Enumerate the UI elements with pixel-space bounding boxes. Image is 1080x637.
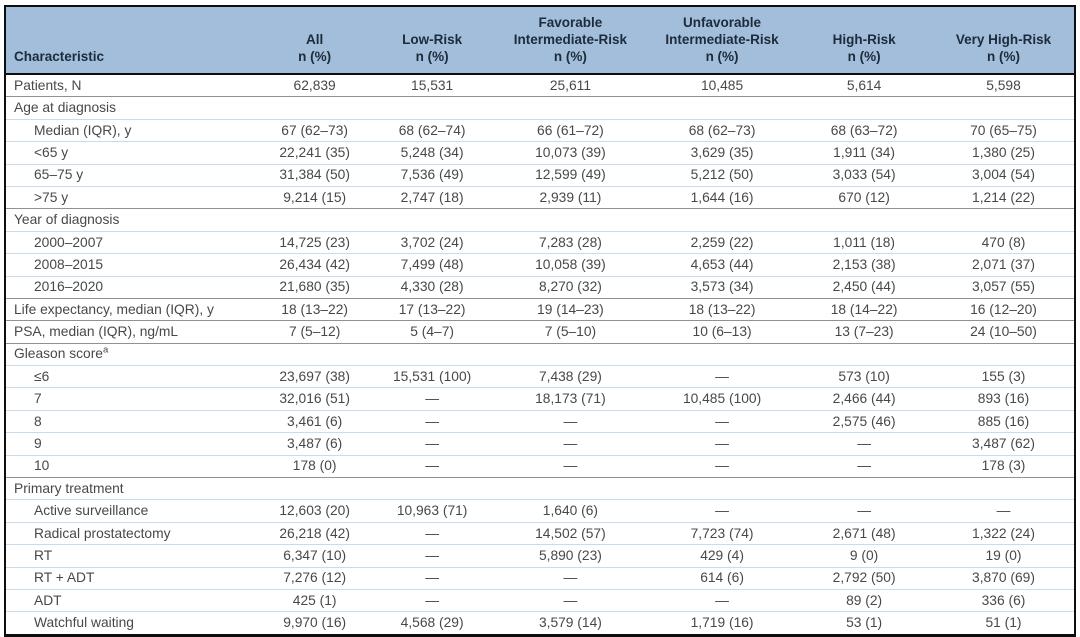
value-cell: 18 (13–22) — [257, 298, 372, 320]
column-sublabel: n (%) — [415, 49, 449, 64]
value-cell: 22,241 (35) — [257, 142, 372, 164]
value-cell: — — [492, 589, 649, 611]
value-cell: — — [372, 455, 492, 477]
table-row — [6, 500, 1074, 522]
value-cell: 23,697 (38) — [257, 366, 372, 388]
value-cell: 9,970 (16) — [257, 612, 372, 634]
table-row — [6, 589, 1074, 611]
value-cell: 7,536 (49) — [372, 164, 492, 186]
section-row — [6, 209, 1074, 231]
value-cell: 2,259 (22) — [649, 231, 795, 253]
column-header — [372, 7, 492, 74]
column-header — [795, 7, 933, 74]
value-cell: — — [795, 500, 933, 522]
value-cell: 7 (5–12) — [257, 321, 372, 343]
value-cell: 1,380 (25) — [933, 142, 1074, 164]
column-sublabel: n (%) — [553, 49, 587, 64]
row-label-cell: RT — [6, 545, 257, 567]
characteristics-table-frame — [4, 5, 1076, 637]
value-cell: 15,531 — [411, 77, 454, 93]
row-label-cell: ≤6 — [6, 366, 257, 388]
table-row — [6, 186, 1074, 208]
value-cell: 67 (62–73) — [257, 119, 372, 141]
value-cell: 3,573 (34) — [649, 276, 795, 298]
row-label-cell: 7 — [6, 388, 257, 410]
value-cell: 68 (62–73) — [649, 119, 795, 141]
patient-characteristics-table — [6, 7, 1074, 634]
row-label-cell: Gleason score$^a$ — [6, 343, 1074, 365]
value-cell: 3,487 (62) — [933, 433, 1074, 455]
value-cell: 10,073 (39) — [492, 142, 649, 164]
value-cell: 1,214 (22) — [933, 186, 1074, 208]
value-cell: 10,058 (39) — [492, 254, 649, 276]
value-cell: 53 (1) — [795, 612, 933, 634]
row-label-cell: 2000–2007 — [6, 231, 257, 253]
value-cell: 62,839 — [293, 77, 336, 93]
column-label: High-Risk — [832, 32, 896, 47]
row-label-cell: 8 — [6, 410, 257, 432]
value-cell: — — [649, 455, 795, 477]
value-cell: 21,680 (35) — [257, 276, 372, 298]
column-header-characteristic — [6, 7, 257, 74]
value-cell: — — [372, 567, 492, 589]
value-cell: 25,611 — [549, 77, 591, 93]
value-cell: — — [372, 545, 492, 567]
value-cell: 670 (12) — [795, 186, 933, 208]
table-row — [6, 74, 1074, 97]
value-cell: — — [492, 433, 649, 455]
value-cell: 68 (62–74) — [372, 119, 492, 141]
row-label-cell: Median (IQR), y — [6, 119, 257, 141]
section-row — [6, 343, 1074, 365]
value-cell: 425 (1) — [257, 589, 372, 611]
column-sublabel: n (%) — [847, 49, 881, 64]
value-cell: — — [649, 500, 795, 522]
value-cell: 155 (3) — [933, 366, 1074, 388]
value-cell: 3,870 (69) — [933, 567, 1074, 589]
value-cell: 336 (6) — [933, 589, 1074, 611]
value-cell: 178 (0) — [257, 455, 372, 477]
value-cell: 13 (7–23) — [795, 321, 933, 343]
value-cell: — — [372, 433, 492, 455]
value-cell: — — [795, 433, 933, 455]
table-row — [6, 366, 1074, 388]
column-label: Very High-Risk — [955, 32, 1052, 47]
value-cell: 885 (16) — [933, 410, 1074, 432]
value-cell: 3,057 (55) — [933, 276, 1074, 298]
value-cell: 573 (10) — [795, 366, 933, 388]
value-cell: 7,438 (29) — [492, 366, 649, 388]
table-row — [6, 545, 1074, 567]
value-cell: 32,016 (51) — [257, 388, 372, 410]
table-row — [6, 276, 1074, 298]
value-cell: 2,575 (46) — [795, 410, 933, 432]
table-row — [6, 567, 1074, 589]
row-label-cell: Watchful waiting — [6, 612, 257, 634]
value-cell: 3,702 (24) — [372, 231, 492, 253]
value-cell: 15,531 (100) — [372, 366, 492, 388]
row-label-cell: 2016–2020 — [6, 276, 257, 298]
value-cell: 5,614 — [846, 77, 882, 93]
value-cell: 12,603 (20) — [257, 500, 372, 522]
row-label-cell: >75 y — [6, 186, 257, 208]
value-cell: — — [933, 500, 1074, 522]
column-sublabel: n (%) — [705, 49, 739, 64]
table-row — [6, 254, 1074, 276]
row-label-cell: Age at diagnosis — [6, 97, 1074, 119]
value-cell: — — [372, 388, 492, 410]
row-label-cell: Radical prostatectomy — [6, 522, 257, 544]
value-cell: 2,153 (38) — [795, 254, 933, 276]
value-cell: 7,276 (12) — [257, 567, 372, 589]
section-row — [6, 97, 1074, 119]
value-cell: 2,939 (11) — [492, 186, 649, 208]
row-label-cell: PSA, median (IQR), ng/mL — [6, 321, 257, 343]
value-cell: 614 (6) — [649, 567, 795, 589]
header-row — [6, 7, 1074, 74]
value-cell: — — [649, 589, 795, 611]
value-cell: 10,963 (71) — [372, 500, 492, 522]
value-cell: 2,792 (50) — [795, 567, 933, 589]
value-cell: 18 (13–22) — [649, 298, 795, 320]
value-cell: 3,033 (54) — [795, 164, 933, 186]
value-cell: 5,890 (23) — [492, 545, 649, 567]
column-label: Favorable Intermediate-Risk — [513, 15, 628, 47]
column-sublabel: n (%) — [986, 49, 1020, 64]
value-cell: 26,434 (42) — [257, 254, 372, 276]
value-cell: 2,071 (37) — [933, 254, 1074, 276]
value-cell: 19 (0) — [933, 545, 1074, 567]
table-row — [6, 522, 1074, 544]
row-label-cell: 9 — [6, 433, 257, 455]
value-cell: 19 (14–23) — [492, 298, 649, 320]
value-cell: 4,568 (29) — [372, 612, 492, 634]
column-label: Unfavorable Intermediate-Risk — [665, 15, 779, 47]
row-label-cell: Life expectancy, median (IQR), y — [6, 298, 257, 320]
row-label-cell: Patients, N — [14, 77, 82, 93]
value-cell: 2,450 (44) — [795, 276, 933, 298]
value-cell: 9,214 (15) — [257, 186, 372, 208]
value-cell: 10,485 — [700, 77, 744, 93]
value-cell: 1,640 (6) — [492, 500, 649, 522]
value-cell: 5,598 — [986, 77, 1021, 93]
value-cell: 16 (12–20) — [933, 298, 1074, 320]
value-cell: — — [492, 567, 649, 589]
value-cell: 3,487 (6) — [257, 433, 372, 455]
row-label-cell: Active surveillance — [6, 500, 257, 522]
value-cell: 51 (1) — [933, 612, 1074, 634]
section-row — [6, 478, 1074, 500]
table-header — [6, 7, 1074, 74]
row-label-cell: Primary treatment — [6, 478, 1074, 500]
value-cell: 10,485 (100) — [649, 388, 795, 410]
value-cell: 3,461 (6) — [257, 410, 372, 432]
column-label: Low-Risk — [402, 32, 463, 47]
column-header — [933, 7, 1074, 74]
column-header — [649, 7, 795, 74]
value-cell: — — [492, 410, 649, 432]
value-cell: 18,173 (71) — [492, 388, 649, 410]
value-cell: — — [649, 410, 795, 432]
value-cell: 8,270 (32) — [492, 276, 649, 298]
table-row — [6, 433, 1074, 455]
value-cell: — — [372, 589, 492, 611]
value-cell: 1,011 (18) — [795, 231, 933, 253]
value-cell: — — [492, 455, 649, 477]
value-cell: 9 (0) — [795, 545, 933, 567]
value-cell: 14,725 (23) — [257, 231, 372, 253]
value-cell: 4,653 (44) — [649, 254, 795, 276]
table-row — [6, 321, 1074, 343]
table-row — [6, 164, 1074, 186]
value-cell: 89 (2) — [795, 589, 933, 611]
row-label-cell: <65 y — [6, 142, 257, 164]
row-label-cell: 65–75 y — [6, 164, 257, 186]
table-row — [6, 612, 1074, 634]
value-cell: — — [795, 455, 933, 477]
value-cell: — — [372, 522, 492, 544]
value-cell: 10 (6–13) — [649, 321, 795, 343]
column-label: Characteristic — [14, 49, 105, 64]
value-cell: 2,671 (48) — [795, 522, 933, 544]
value-cell: 7,723 (74) — [649, 522, 795, 544]
column-label: All — [306, 32, 324, 47]
column-header — [492, 7, 649, 74]
value-cell: 26,218 (42) — [257, 522, 372, 544]
table-row — [6, 142, 1074, 164]
value-cell: 66 (61–72) — [492, 119, 649, 141]
value-cell: 14,502 (57) — [492, 522, 649, 544]
value-cell: 24 (10–50) — [933, 321, 1074, 343]
value-cell: 5 (4–7) — [372, 321, 492, 343]
row-label-cell: Year of diagnosis — [6, 209, 1074, 231]
value-cell: 12,599 (49) — [492, 164, 649, 186]
footnote-marker: a — [102, 344, 109, 356]
value-cell: 68 (63–72) — [795, 119, 933, 141]
row-label-cell: 2008–2015 — [6, 254, 257, 276]
value-cell: 1,644 (16) — [649, 186, 795, 208]
value-cell: 3,579 (14) — [492, 612, 649, 634]
table-row — [6, 231, 1074, 253]
value-cell: 18 (14–22) — [795, 298, 933, 320]
value-cell: 470 (8) — [933, 231, 1074, 253]
table-row — [6, 119, 1074, 141]
value-cell: — — [372, 410, 492, 432]
table-row — [6, 298, 1074, 320]
value-cell: — — [649, 433, 795, 455]
column-sublabel: n (%) — [298, 49, 332, 64]
value-cell: 1,322 (24) — [933, 522, 1074, 544]
value-cell: 5,212 (50) — [649, 164, 795, 186]
value-cell: 3,629 (35) — [649, 142, 795, 164]
row-label-cell: RT + ADT — [6, 567, 257, 589]
table-body — [6, 74, 1074, 634]
value-cell: 31,384 (50) — [257, 164, 372, 186]
column-header — [257, 7, 372, 74]
value-cell: 4,330 (28) — [372, 276, 492, 298]
value-cell: 7,283 (28) — [492, 231, 649, 253]
value-cell: 2,466 (44) — [795, 388, 933, 410]
value-cell: 1,911 (34) — [795, 142, 933, 164]
value-cell: 1,719 (16) — [649, 612, 795, 634]
value-cell: 5,248 (34) — [372, 142, 492, 164]
value-cell: 17 (13–22) — [372, 298, 492, 320]
value-cell: 3,004 (54) — [933, 164, 1074, 186]
row-label-cell: 10 — [6, 455, 257, 477]
value-cell: 7,499 (48) — [372, 254, 492, 276]
table-row — [6, 410, 1074, 432]
value-cell: 7 (5–10) — [492, 321, 649, 343]
value-cell: 2,747 (18) — [372, 186, 492, 208]
value-cell: 6,347 (10) — [257, 545, 372, 567]
value-cell: — — [649, 366, 795, 388]
table-row — [6, 388, 1074, 410]
value-cell: 893 (16) — [933, 388, 1074, 410]
row-label-cell: ADT — [6, 589, 257, 611]
value-cell: 178 (3) — [933, 455, 1074, 477]
value-cell: 70 (65–75) — [933, 119, 1074, 141]
value-cell: 429 (4) — [649, 545, 795, 567]
table-row — [6, 455, 1074, 477]
